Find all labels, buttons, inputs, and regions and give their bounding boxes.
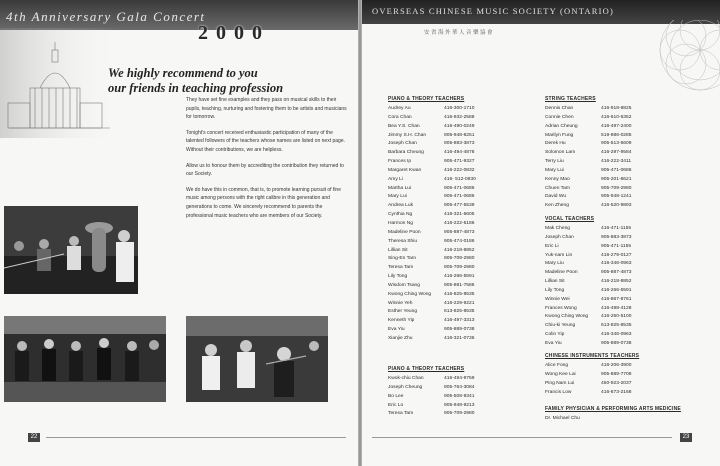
teacher-phone: 416-222-5186 (444, 220, 475, 226)
teacher-row (545, 185, 641, 194)
teacher-phone: 416-266-5591 (601, 287, 632, 293)
tuba-ensemble-photo (4, 206, 138, 294)
teacher-row (388, 291, 484, 300)
teacher-name: Wong Kee Lai (545, 371, 576, 377)
teacher-row (388, 140, 484, 149)
teacher-row (545, 252, 641, 261)
teacher-name: Esther Yeung (388, 309, 418, 315)
teacher-name: Colin Yip (545, 332, 565, 338)
teacher-phone: 416-266-5591 (444, 274, 475, 280)
teacher-name: Joseph Chan (545, 234, 574, 240)
page-number: 23 (680, 433, 692, 442)
teacher-phone: 416-918-8825 (601, 106, 632, 111)
teacher-phone: 905-471-0686 (444, 185, 475, 191)
teacher-phone: 450-923-2037 (601, 380, 632, 386)
teacher-phone: 905-764-3084 (444, 384, 475, 390)
teacher-name: Lillian Sit (545, 279, 565, 285)
teacher-phone: 416-250-5100 (601, 314, 632, 320)
paragraph: Tonight's concert received enthusiastic participation of many of the talented followers of the teachers whose names are listed on next page. Without their contributions, we are helpless. (186, 129, 345, 153)
left-page (0, 0, 358, 466)
teacher-row (545, 123, 641, 132)
teacher-name: Teresa Tam (388, 265, 414, 271)
teacher-phone: 905-471-1155 (601, 243, 632, 249)
teacher-row (388, 273, 484, 282)
teacher-name: Madeline Poon (545, 270, 578, 276)
teacher-phone: 416-497-3313 (444, 318, 475, 324)
teacher-name: Theresa Shiu (388, 238, 418, 244)
teacher-name: Margaret Kwan (388, 167, 422, 173)
teacher-row (388, 393, 484, 402)
teacher-row (388, 410, 484, 419)
teacher-phone: 416-206-3900 (601, 363, 632, 368)
footer-rule (46, 437, 346, 438)
teacher-phone: 416-321-5605 (444, 212, 475, 218)
teacher-row (388, 220, 484, 229)
teacher-row (545, 132, 641, 141)
teacher-rows (388, 105, 484, 344)
teacher-row (545, 260, 641, 269)
teacher-phone: 613-825-8535 (444, 309, 475, 315)
teacher-row (545, 278, 641, 287)
teacher-name: Adrian Cheung (545, 123, 578, 129)
teacher-phone: 416-346-0963 (601, 261, 632, 267)
teacher-row (545, 305, 641, 314)
teacher-name: Chuen Tam (545, 185, 570, 191)
teacher-phone: 905-201-8621 (601, 176, 632, 182)
teacher-phone: 905-709-2980 (444, 265, 475, 271)
teacher-row (388, 176, 484, 185)
footer-rule (372, 437, 672, 438)
teacher-row (545, 202, 641, 211)
teacher-row (545, 149, 641, 158)
teacher-phone: 905-948-9213 (444, 402, 475, 408)
teacher-phone: 905-883-3873 (444, 141, 475, 147)
teacher-phone: 905-948-1241 (601, 194, 632, 200)
vocal-teachers-list (545, 216, 641, 349)
teacher-name: Amy Li (388, 176, 403, 182)
teacher-row (388, 123, 484, 132)
teacher-phone: 905-508-9341 (444, 393, 475, 399)
heading-line-1: We highly recommend to you (108, 66, 258, 80)
teacher-name: Mak Cheng (545, 226, 571, 231)
list-title: FAMILY PHYSICIAN & PERFORMING ARTS MEDICINE (545, 406, 681, 412)
teacher-phone: 416-218-8852 (444, 247, 475, 253)
teacher-name: Barbara Cheung (388, 150, 424, 156)
teacher-row (388, 185, 484, 194)
teacher-name: Mary Liu (545, 261, 564, 267)
teacher-row (388, 238, 484, 247)
teacher-phone: 905-471-0686 (601, 167, 632, 173)
teacher-row (545, 234, 641, 243)
teacher-name: Kwok-chiu Chan (388, 376, 424, 381)
teacher-name: Dennis Chan (545, 106, 574, 111)
teacher-row (388, 300, 484, 309)
recommendation-heading (108, 66, 348, 96)
teacher-row (545, 140, 641, 149)
teacher-row (545, 313, 641, 322)
string-teachers-list (545, 96, 641, 211)
teacher-row (388, 384, 484, 393)
teacher-row (388, 202, 484, 211)
teacher-phone: 905-887-4873 (444, 229, 475, 235)
teacher-row (388, 282, 484, 291)
teacher-row (545, 362, 641, 371)
teacher-row (388, 105, 484, 114)
teacher-phone: 416-520-9893 (601, 203, 632, 209)
teacher-phone: 416-494-4878 (444, 150, 475, 156)
teacher-phone: 416-297-9584 (601, 150, 632, 156)
chinese-instruments-list (545, 353, 641, 397)
teacher-name: Eva Yiu (545, 340, 562, 346)
teacher-name: Joseph Chan (388, 141, 417, 147)
teacher-row (545, 389, 641, 398)
teacher-row (545, 340, 641, 349)
teacher-name: Lily Tong (388, 274, 408, 280)
paragraph: Allow us to honour them by accrediting the contribution they returned to our Society. (186, 162, 344, 178)
teacher-name: Bo Lee (388, 393, 404, 399)
teacher-row (388, 229, 484, 238)
teacher-phone: 416-229-9221 (444, 300, 475, 306)
teacher-row (388, 114, 484, 123)
list-title: PIANO & THEORY TEACHERS (388, 96, 465, 102)
youth-orchestra-photo (4, 316, 166, 402)
teacher-name: Frances Ip (388, 159, 412, 165)
teacher-name: Solomon Lam (545, 150, 576, 156)
dome-building-illustration (0, 28, 120, 138)
right-page (362, 0, 720, 466)
teacher-name: Bea Y.S. Chan (388, 123, 420, 129)
teacher-phone: 416-222-0832 (444, 167, 475, 173)
teacher-name: Martha Lui (388, 185, 412, 191)
teacher-row (388, 317, 484, 326)
teacher-name: Eric Lo (388, 402, 404, 408)
teacher-row (545, 114, 641, 123)
teacher-name: Francis Low (545, 389, 572, 395)
teacher-rows (545, 225, 641, 349)
teacher-name: Terry Liu (545, 159, 564, 165)
teacher-row (388, 264, 484, 273)
teacher-name: Cynthia Ng (388, 212, 413, 218)
teacher-phone: 905-889-0738 (601, 340, 632, 346)
teacher-row (388, 402, 484, 411)
teacher-name: Audrey Au (388, 106, 411, 111)
teacher-phone: 905-889-0738 (444, 327, 475, 333)
list-title: PIANO & THEORY TEACHERS (388, 366, 465, 372)
teacher-name: Mary Lui (388, 194, 407, 200)
violin-students-photo (186, 316, 328, 402)
teacher-name: Kenneth Yip (388, 318, 415, 324)
teacher-rows (388, 375, 484, 419)
teacher-name: Alice Fong (545, 363, 569, 368)
teacher-row (388, 375, 484, 384)
teacher-row (545, 322, 641, 331)
teacher-name: Mary Lui (545, 167, 564, 173)
teacher-phone: 519-886-0285 (601, 132, 632, 138)
teacher-row (545, 371, 641, 380)
physician-listing (545, 406, 681, 424)
teacher-name: David Wu (545, 194, 567, 200)
teacher-phone: 416-321-0736 (444, 335, 475, 341)
teacher-phone: 905-471-9327 (444, 159, 475, 165)
teacher-name: Winnie Wei (545, 296, 570, 302)
teacher-phone: 416-497-2400 (601, 123, 632, 129)
teacher-row (388, 132, 484, 141)
teacher-phone: 416- 512-0830 (444, 176, 476, 182)
teacher-row (388, 308, 484, 317)
teacher-phone: 905-474-0186 (444, 238, 475, 244)
teacher-name: Andrea Luk (388, 203, 414, 209)
teacher-row (388, 149, 484, 158)
teacher-row (545, 287, 641, 296)
teacher-name: Winnie Yeh (388, 300, 413, 306)
teacher-name: Eric Li (545, 243, 559, 249)
piano-theory-list-2 (388, 366, 484, 419)
paragraph: We do have this in common, that is, to promote learning pursuit of fine music among persons with the right calibre in this generation and generations to come. We sincerely recommend to parents the professional music teachers who are members of our Society. (186, 186, 341, 219)
teacher-phone: 416-346-0963 (601, 332, 632, 338)
teacher-row (388, 255, 484, 264)
teacher-row (545, 380, 641, 389)
society-name-chinese: 安省海外華人音樂協會 (424, 30, 495, 36)
teacher-name: Lillian Sit (388, 247, 408, 253)
teacher-row (545, 296, 641, 305)
teacher-row (545, 269, 641, 278)
teacher-phone: 905-709-2980 (444, 256, 475, 262)
teacher-name: Eva Yiu (388, 327, 405, 333)
teacher-row (545, 158, 641, 167)
teacher-row (388, 247, 484, 256)
intro-text (186, 96, 348, 227)
teacher-row (545, 193, 641, 202)
teacher-rows (545, 105, 641, 211)
teacher-phone: 416-490-0249 (444, 123, 475, 129)
gala-year: 2000 (198, 22, 270, 44)
teacher-row (545, 243, 641, 252)
teacher-phone: 416-471-1155 (601, 226, 632, 231)
teacher-phone: 905-948-8251 (444, 132, 475, 138)
teacher-name: Cora Chan (388, 114, 412, 120)
physician-name: Dr. Michael Chu (545, 416, 580, 421)
teacher-phone: 416-279-0127 (601, 252, 632, 258)
gala-title: 4th Anniversary Gala Concert (6, 9, 206, 24)
teacher-row (388, 193, 484, 202)
teacher-phone: 905-883-3873 (601, 234, 632, 240)
teacher-phone: 905-513-5609 (601, 141, 632, 147)
teacher-row (545, 105, 641, 114)
teacher-phone: 905-477-5539 (444, 203, 475, 209)
teacher-name: Wisdom Tsang (388, 282, 420, 288)
teacher-row (388, 158, 484, 167)
teacher-row (545, 331, 641, 340)
teacher-name: Jimmy S.H. Chan (388, 132, 427, 138)
teacher-phone: 905-889-7708 (601, 371, 632, 377)
list-title: VOCAL TEACHERS (545, 216, 595, 222)
teacher-row (545, 167, 641, 176)
teacher-phone: 416-873-2168 (601, 389, 632, 395)
teacher-phone: 416-498-4128 (601, 305, 632, 311)
teacher-name: Madeline Poon (388, 229, 421, 235)
teacher-name: Kwong Ching Wong (545, 314, 589, 320)
teacher-name: Ping Nam Lui (545, 380, 575, 386)
teacher-rows (545, 362, 641, 397)
list-title: CHINESE INSTRUMENTS TEACHERS (545, 353, 640, 359)
paragraph: They have set fine examples and they pass on musical skills to their pupils, teaching, nurturing and fostering them to be artists and musicians for tomorrow. (186, 97, 347, 121)
teacher-row (388, 326, 484, 335)
teacher-name: Derek Hu (545, 141, 566, 147)
teacher-name: Chiu-ki Yeung (545, 323, 576, 329)
teacher-phone: 416-222-3411 (601, 159, 632, 165)
teacher-name: Teresa Tam (388, 411, 414, 417)
page-number: 22 (28, 433, 40, 442)
teacher-phone: 905-887-4873 (601, 270, 632, 276)
teacher-phone: 416-825-8535 (444, 291, 475, 297)
teacher-phone: 416-218-8852 (601, 279, 632, 285)
teacher-name: Kwong Ching Wong (388, 291, 432, 297)
teacher-name: Connie Chen (545, 114, 574, 120)
teacher-name: Marilyn Fung (545, 132, 574, 138)
teacher-phone: 416-932-2588 (444, 114, 475, 120)
teacher-phone: 416-494-9759 (444, 376, 475, 381)
list-title: STRING TEACHERS (545, 96, 596, 102)
teacher-phone: 416-610-6352 (601, 114, 632, 120)
heading-line-2: our friends in teaching profession (108, 81, 284, 95)
teacher-phone: 416-300-1710 (444, 106, 475, 111)
teacher-name: Kenny Mao (545, 176, 570, 182)
teacher-phone: 905-471-0686 (444, 194, 475, 200)
teacher-name: Yuk-nam Lin (545, 252, 573, 258)
teacher-name: Xianjie Zhu (388, 335, 413, 341)
teacher-row (388, 167, 484, 176)
teacher-name: Lily Tong (545, 287, 565, 293)
teacher-name: Frances Wong (545, 305, 577, 311)
teacher-row (545, 225, 641, 234)
teacher-phone: 905-709-2980 (601, 185, 632, 191)
teacher-phone: 905-709-2980 (444, 411, 475, 417)
teacher-phone: 905-881-7586 (444, 282, 475, 288)
society-name: OVERSEAS CHINESE MUSIC SOCIETY (ONTARIO) (372, 6, 615, 16)
teacher-phone: 613-825-8535 (601, 323, 632, 329)
teacher-name: Joseph Cheung (388, 384, 423, 390)
teacher-phone: 416-867-8761 (601, 296, 632, 302)
teacher-name: Sing-En Tam (388, 256, 416, 262)
teacher-row (545, 176, 641, 185)
teacher-row (388, 335, 484, 344)
teacher-name: Ken Zheng (545, 203, 569, 209)
teacher-row (388, 211, 484, 220)
piano-theory-list (388, 96, 484, 344)
teacher-name: Harmon Ng (388, 220, 414, 226)
